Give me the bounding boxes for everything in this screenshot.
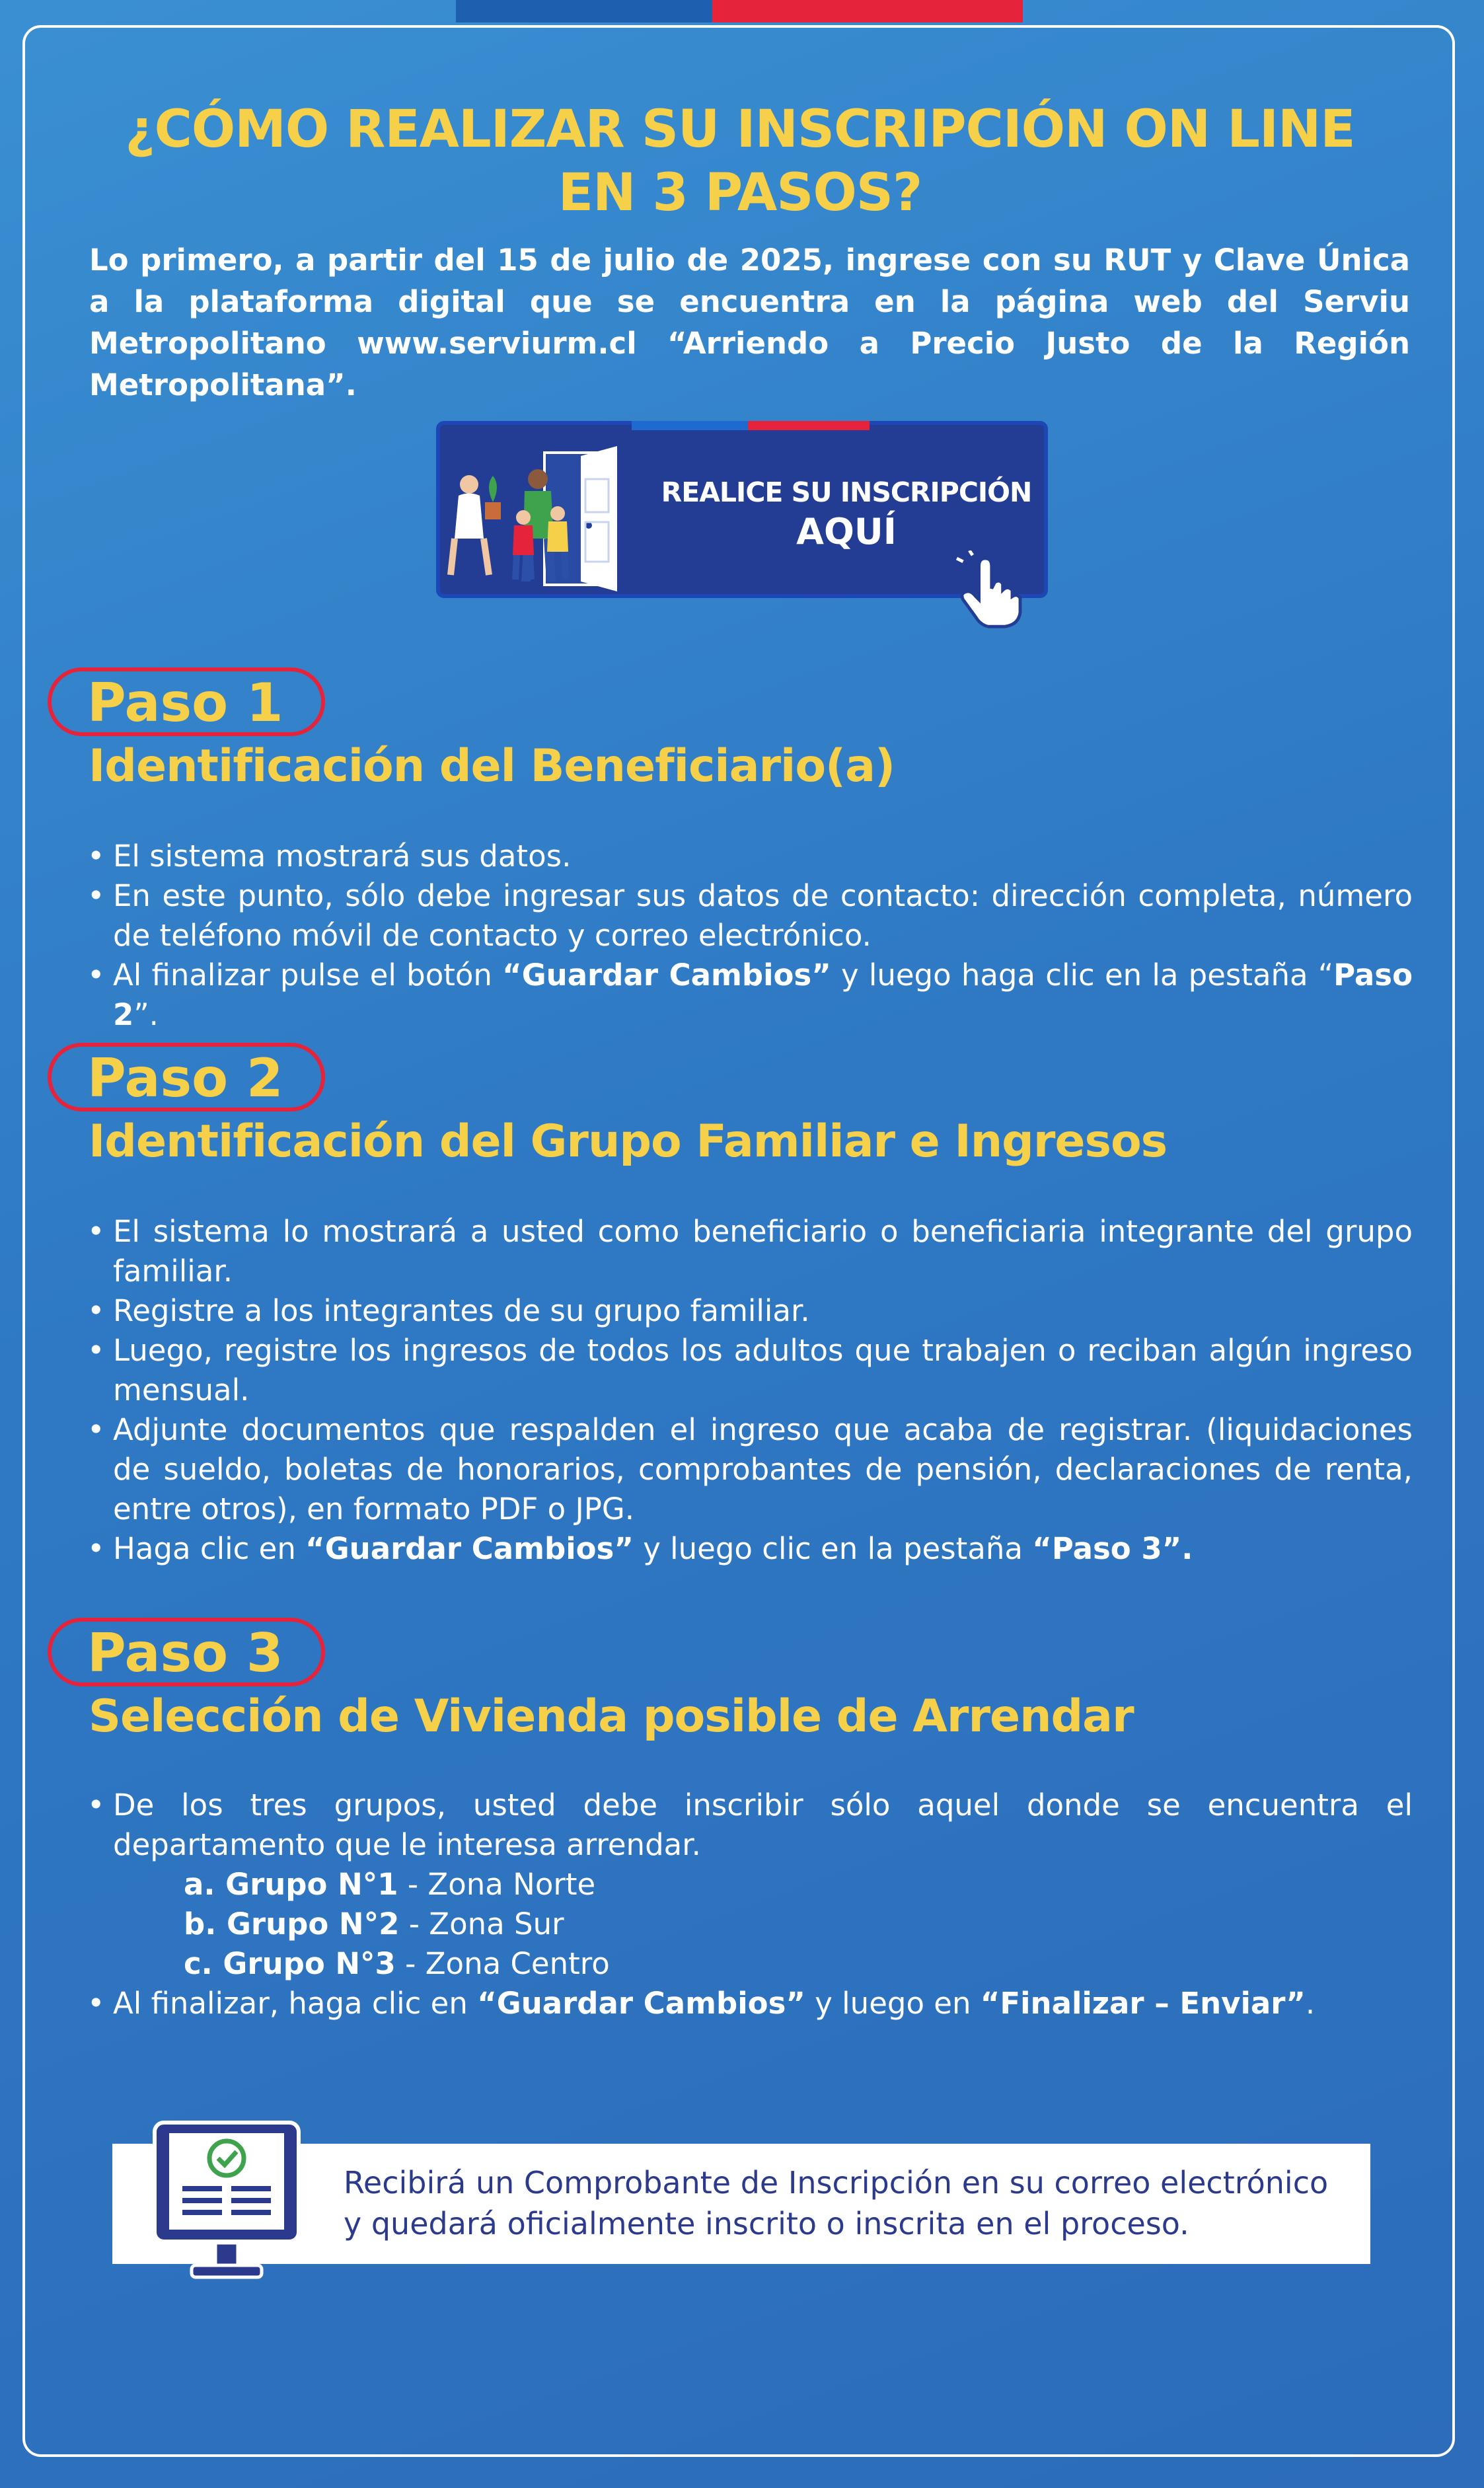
group-item: b. Grupo N°2 - Zona Sur — [184, 1906, 564, 1941]
cta-strip-red — [748, 421, 870, 430]
cta-label-line-2: AQUÍ — [796, 511, 897, 552]
list-item: • El sistema lo mostrará a usted como beneficiario o beneficiaria integrante del grupo familiar. — [86, 1212, 1413, 1291]
step-1-list — [86, 837, 1413, 1035]
cta-strip-blue — [632, 421, 748, 430]
register-here-button[interactable] — [436, 421, 1048, 598]
intro-paragraph: Lo primero, a partir del 15 de julio de 2025, ingrese con su RUT y Clave Única a la plataforma digital que se encuentra en la página web del Serviu Metropolitano www.serviurm.cl “Arriendo a Precio Justo de la Región Metropolitana”. — [89, 243, 1410, 402]
cta-label-line-1: REALICE SU INSCRIPCIÓN — [661, 476, 1032, 508]
list-item: • Luego, registre los ingresos de todos los adultos que trabajen o reciban algún ingreso mensual. — [86, 1331, 1413, 1410]
step-2-list — [86, 1212, 1413, 1569]
list-item: • Al finalizar pulse el botón “Guardar Cambios” y luego haga clic en la pestaña “Paso 2”. — [86, 956, 1413, 1035]
receipt-text — [344, 2162, 1348, 2244]
top-accent-bar-blue — [456, 0, 712, 22]
title-line-1: ¿CÓMO REALIZAR SU INSCRIPCIÓN ON LINE — [125, 100, 1355, 159]
receipt-line-2: y quedará oficialmente inscrito o inscrita en el proceso. — [344, 2206, 1189, 2242]
step-1-label: Paso 1 — [87, 672, 283, 734]
group-item: a. Grupo N°1 - Zona Norte — [184, 1867, 596, 1902]
step-3-badge — [48, 1618, 325, 1686]
receipt-line-1: Recibirá un Comprobante de Inscripción en su correo electrónico — [344, 2165, 1329, 2201]
step-2-heading: Identificación del Grupo Familiar e Ingresos — [89, 1115, 1168, 1168]
list-item: • Registre a los integrantes de su grupo familiar. — [86, 1291, 1413, 1331]
step-1-heading: Identificación del Beneficiario(a) — [89, 740, 895, 792]
title-line-2: EN 3 PASOS? — [558, 163, 922, 223]
list-item: • Al finalizar, haga clic en “Guardar Cambios” y luego en “Finalizar – Enviar”. — [86, 1984, 1413, 2023]
pointer-hand-icon — [949, 550, 1028, 630]
family-door-illustration-icon — [445, 439, 657, 591]
step-2-label: Paso 2 — [87, 1047, 283, 1109]
step-3-label: Paso 3 — [87, 1622, 283, 1684]
top-accent-bar-red — [712, 0, 1023, 22]
list-item: • Adjunte documentos que respalden el ingreso que acaba de registrar. (liquidaciones de sueldo, boletas de honorarios, comprobantes de pensión, declaraciones de renta, entre otros), en formato PDF o JPG. — [86, 1410, 1413, 1529]
step-1-badge — [48, 667, 325, 736]
list-item: • El sistema mostrará sus datos. — [86, 837, 1413, 876]
step-3-heading: Selección de Vivienda posible de Arrendar — [89, 1690, 1134, 1743]
group-item: c. Grupo N°3 - Zona Centro — [184, 1946, 610, 1981]
list-item: • En este punto, sólo debe ingresar sus datos de contacto: dirección completa, número de teléfono móvil de contacto y correo electrónico. — [86, 876, 1413, 956]
list-item: • Haga clic en “Guardar Cambios” y luego clic en la pestaña “Paso 3”. — [86, 1529, 1413, 1569]
step-2-badge — [48, 1043, 325, 1112]
monitor-check-icon — [152, 2120, 301, 2282]
list-item: • De los tres grupos, usted debe inscribir sólo aquel donde se encuentra el departamento que le interesa arrendar. — [86, 1786, 1413, 1865]
step-3-list — [86, 1786, 1413, 2023]
page-title — [93, 98, 1388, 225]
